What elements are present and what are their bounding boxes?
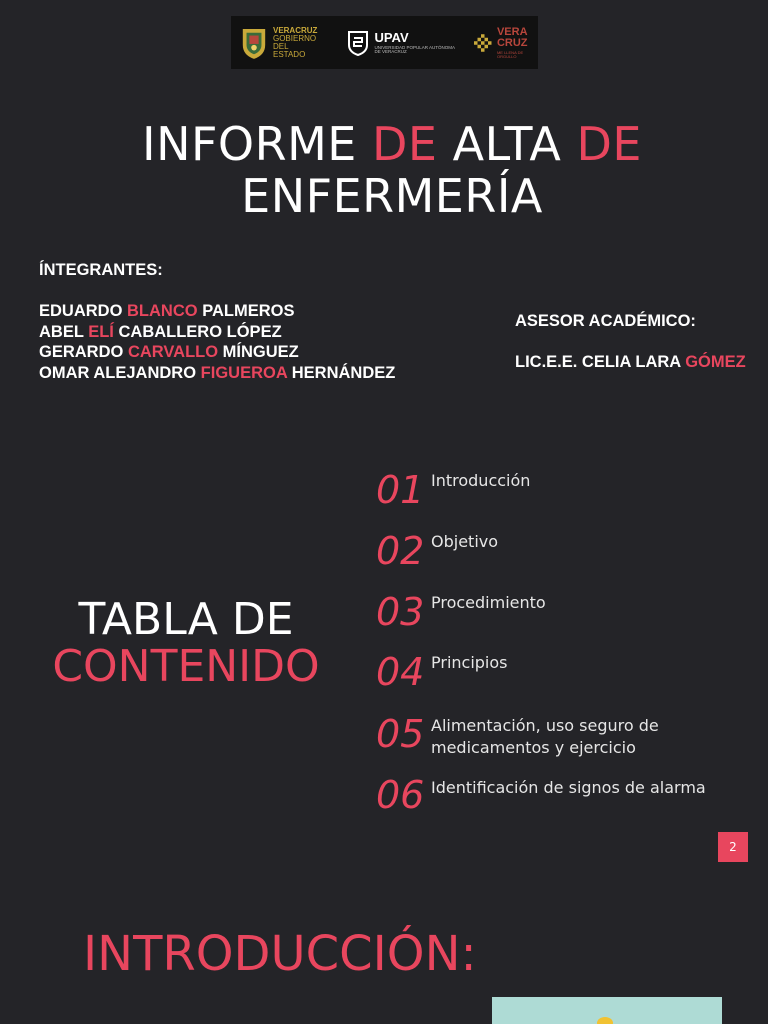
upav-logo [347,16,460,69]
member-name: GERARDO CARVALLO MÍNGUEZ [39,343,299,361]
members-list [39,301,395,383]
veracruz-brand-logo [474,16,538,69]
veracruz-government-logo [240,16,319,69]
upav-logo-text: UPAV [374,29,409,45]
toc-item-label: Principios [431,653,508,672]
logo-bar [231,16,538,69]
member-name: ABEL ELÍ CABALLERO LÓPEZ [39,322,282,341]
member-name: OMAR ALEJANDRO FIGUEROA HERNÁNDEZ [39,363,396,382]
toc-title: TABLA DE CONTENIDO [52,594,320,692]
upav-logo-subtitle: UNIVERSIDAD POPULAR AUTÓNOMA DE VERACRUZ [374,44,455,54]
veracruz-brand-slogan: ME LLENA DE ORGULLO [496,49,524,59]
toc-item-number: 05 [376,712,425,756]
toc-item-number: 06 [376,773,425,817]
members-label: ÍNTEGRANTES: [39,261,163,279]
page-number-badge: 2 [718,832,748,862]
veracruz-brand-line: VERA [496,25,528,38]
veracruz-brand-line: CRUZ [496,36,528,49]
toc-item-number: 04 [376,650,425,694]
illustration-shape [597,1017,613,1024]
title-word: DE [371,117,438,171]
veracruz-brand-mark-icon [474,33,492,53]
veracruz-logo-line: GOBIERNO [272,33,317,43]
toc-item-number: 03 [376,590,425,634]
toc-item-number: 02 [376,529,425,573]
introduction-heading: INTRODUCCIÓN: [83,926,477,982]
veracruz-logo-line: VERACRUZ [272,25,318,35]
member-name: EDUARDO BLANCO PALMEROS [39,302,295,320]
toc-item-label: Introducción [431,471,531,490]
toc-item-label: Objetivo [431,532,499,551]
title-word: ALTA [452,117,562,171]
page-title [0,118,768,222]
toc-item-number: 01 [376,468,425,512]
title-word: INFORME [142,117,357,171]
title-word: DE [576,117,642,171]
introduction-illustration [492,997,722,1024]
veracruz-shield-icon [240,25,268,61]
toc-item-label: Alimentación, uso seguro de medicamentos y ejercicio [431,716,659,757]
upav-shield-icon [347,30,369,56]
toc-item-label: Procedimiento [431,593,546,612]
veracruz-logo-line: DEL ESTADO [272,41,306,59]
toc-item-label: Identificación de signos de alarma [431,778,706,797]
advisor-name: LIC.E.E. CELIA LARA GÓMEZ [515,353,746,371]
advisor-label: ASESOR ACADÉMICO: [515,312,696,330]
title-word: ENFERMERÍA [241,169,543,223]
